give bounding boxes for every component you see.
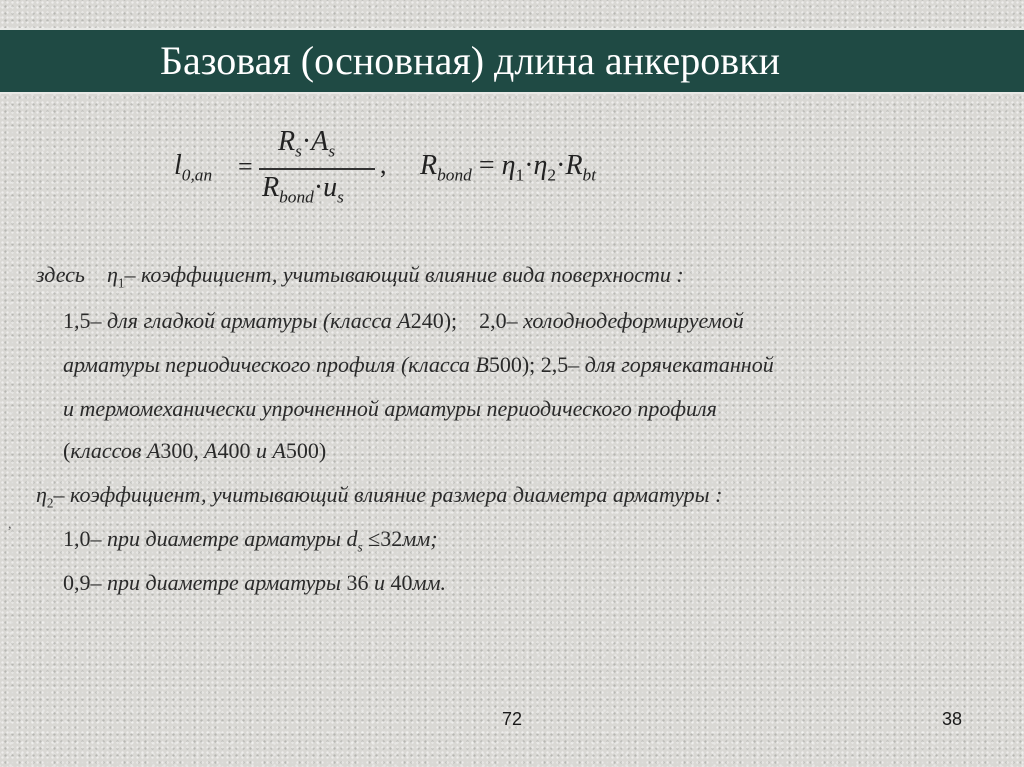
text-line-6: $\eta_2-$ коэффициент, учитывающий влияние размера диаметра арматуры : — [36, 482, 723, 511]
formula-rbond: $R_{bond} = \eta_1\cdot\eta_2\cdot R_{bt}$ — [420, 150, 597, 185]
title-bar — [0, 28, 1024, 94]
formula-denominator: $R_{bond}\cdot u_s$ — [262, 172, 344, 207]
text-line-1: здесь $\eta_1-$ коэффициент, учитывающий влияние вида поверхности : — [36, 262, 684, 291]
text-line-7: 1,0– при диаметре арматуры $d_s \le 32мм$; — [63, 526, 438, 555]
text-line-3: арматуры периодического профиля (класса B500); 2,5– для горячекатанной — [63, 352, 774, 377]
page-number-right: 38 — [942, 709, 963, 729]
text-line-2: 1,5– для гладкой арматуры (класса A240); 2,0– холоднодеформируемой — [63, 308, 744, 333]
text-line-4: и термомеханически упрочненной арматуры периодического профиля — [63, 396, 717, 421]
slide-title: Базовая (основная) длина анкеровки — [160, 38, 780, 83]
formula-numerator: $R_s\cdot A_s$ — [278, 126, 336, 161]
fraction-line — [259, 168, 375, 170]
page-number-left: 72 — [502, 709, 523, 729]
text-line-8: 0,9– при диаметре арматуры 36 и 40мм. — [63, 570, 447, 595]
text-line-5: (классов A300, A400 и A500) — [63, 438, 327, 463]
stray-mark: , — [8, 517, 12, 532]
formula-separator: , — [380, 150, 387, 179]
formula-equals: = — [238, 152, 253, 181]
formula-lhs: $l_{0,an}$ — [174, 150, 213, 185]
